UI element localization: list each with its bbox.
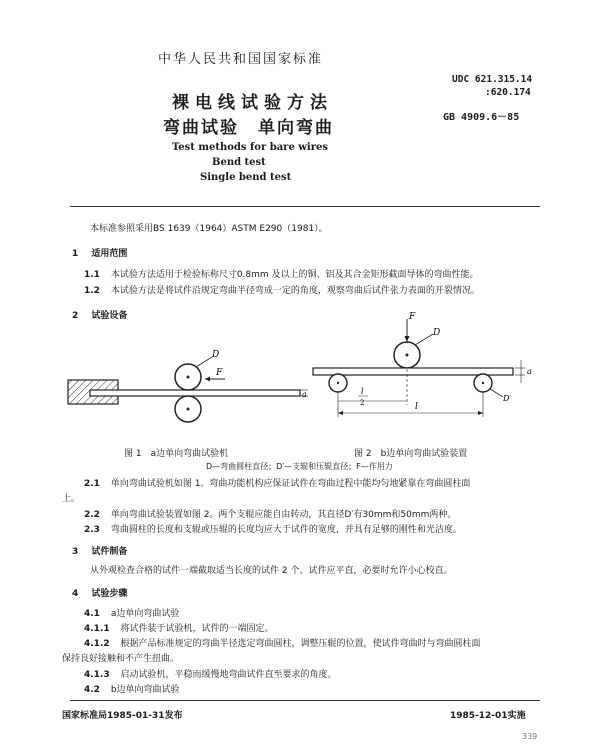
- page-number: 339: [522, 732, 538, 741]
- section-num: 2: [72, 311, 79, 321]
- section-3-text: 从外观检查合格的试件一端截取适当长度的试件 2 个。试件应平直，必要时允许小心校直。: [90, 566, 453, 576]
- item-text: b边单向弯曲试验: [110, 685, 180, 695]
- national-standard-header: 中华人民共和国国家标准: [158, 52, 324, 67]
- item-text: 将试件装于试验机，试件的一端固定。: [120, 624, 274, 634]
- label-D: D: [212, 350, 220, 360]
- item-text: 根据产品标准规定的弯曲半径选定弯曲圆柱，调整压辊的位置，使试件弯曲时与弯曲圆柱面: [120, 639, 481, 649]
- title-cn-line2: 弯曲试验 单向弯曲: [163, 118, 334, 138]
- issue-date: 国家标准局1985-01-31发布: [62, 711, 183, 721]
- item-num: 4.1.2: [84, 639, 110, 649]
- item-4-1-2: [84, 636, 481, 649]
- item-num: 4.2: [84, 685, 100, 695]
- udc-number-cont: :620.174: [485, 87, 531, 98]
- item-4-1-3: [84, 667, 337, 680]
- item-text: 弯曲圆柱的长度和支辊或压辊的长度均应大于试件的宽度，并具有足够的刚性和光洁度。: [110, 525, 462, 535]
- title-en-line2: Bend test: [212, 157, 266, 168]
- label-half-l-den: 2: [360, 399, 365, 407]
- title-en-line1: Test methods for bare wires: [172, 142, 328, 153]
- label-half-l-num: l: [361, 387, 364, 396]
- figure-2-caption: 图 2 b边单向弯曲试验装置: [354, 449, 468, 459]
- item-num: 1.2: [84, 286, 100, 296]
- reference-line: 本标准参照采用BS 1639（1964）ASTM E290（1981）。: [90, 224, 328, 234]
- implementation-date: 1985-12-01实施: [450, 711, 526, 721]
- section-num: 1: [72, 249, 79, 259]
- label-F: F: [409, 312, 416, 322]
- section-2-heading: [72, 308, 127, 321]
- section-title: 试验设备: [91, 311, 128, 321]
- section-3-heading: [72, 544, 127, 557]
- item-text: 单向弯曲试验机如图 1。弯曲功能机构应保证试件在弯曲过程中能均匀地紧靠在弯曲圆柱面: [110, 479, 471, 489]
- item-2-3: [84, 522, 462, 535]
- header-divider: [70, 206, 540, 207]
- item-1-1: [84, 267, 479, 280]
- specimen-bar: [90, 390, 300, 396]
- item-4-1: [84, 606, 179, 619]
- item-4-2: [84, 682, 180, 695]
- title-en-line3: Single bend test: [200, 172, 292, 183]
- section-1-heading: [72, 246, 127, 259]
- section-num: 3: [72, 547, 79, 557]
- item-num: 4.1: [84, 609, 100, 619]
- item-1-2: [84, 283, 480, 296]
- figure-1-bend-tester: [60, 335, 310, 435]
- section-title: 适用范围: [91, 249, 128, 259]
- figure-2-bend-fixture: [305, 305, 540, 425]
- item-num: 1.1: [84, 270, 100, 280]
- footer-divider: [70, 700, 540, 701]
- item-4-1-2-cont: 保持良好接触和不产生扭曲。: [62, 654, 180, 664]
- item-num: 4.1.1: [84, 624, 110, 634]
- item-text: 本试验方法适用于检验标称尺寸0.8mm 及以上的铜、铝及其合金矩形截面导体的弯曲性能。: [110, 270, 479, 280]
- item-2-2: [84, 507, 456, 520]
- item-text: 本试验方法是将试件沿规定弯曲半径弯成一定的角度，观察弯曲后试件张力表面的开裂情况。: [110, 286, 480, 296]
- section-title: 试验步骤: [91, 589, 128, 599]
- title-cn-line1: 裸电线试验方法: [172, 93, 333, 113]
- figure-legend: D—弯曲圆柱直径；D′—支辊和压辊直径；F—作用力: [206, 462, 393, 471]
- figure-1-caption: 图 1 a边单向弯曲试验机: [124, 449, 229, 459]
- item-4-1-1: [84, 621, 274, 634]
- label-a: a: [527, 367, 532, 376]
- section-num: 4: [72, 589, 79, 599]
- item-num: 2.1: [84, 479, 100, 489]
- label-D-prime: D′: [503, 394, 512, 403]
- item-2-1-cont: 上。: [62, 494, 81, 504]
- label-D: D: [433, 328, 441, 338]
- item-text: a边单向弯曲试验: [110, 609, 180, 619]
- item-text: 启动试验机，平稳而缓慢地弯曲试件直至要求的角度。: [120, 670, 337, 680]
- gb-number: GB 4909.6－85: [443, 112, 520, 123]
- item-num: 4.1.3: [84, 670, 110, 680]
- section-title: 试件制备: [91, 547, 128, 557]
- label-a: a: [302, 390, 307, 399]
- item-num: 2.2: [84, 510, 100, 520]
- item-num: 2.3: [84, 525, 100, 535]
- item-text: 单向弯曲试验装置如图 2。两个支辊应能自由转动，其直径D′有30mm和50mm两种。: [110, 510, 457, 520]
- label-l: l: [415, 402, 418, 412]
- section-4-heading: [72, 586, 127, 599]
- udc-number: UDC 621.315.14: [452, 74, 533, 85]
- label-F: F: [216, 368, 223, 378]
- item-2-1: [84, 476, 470, 489]
